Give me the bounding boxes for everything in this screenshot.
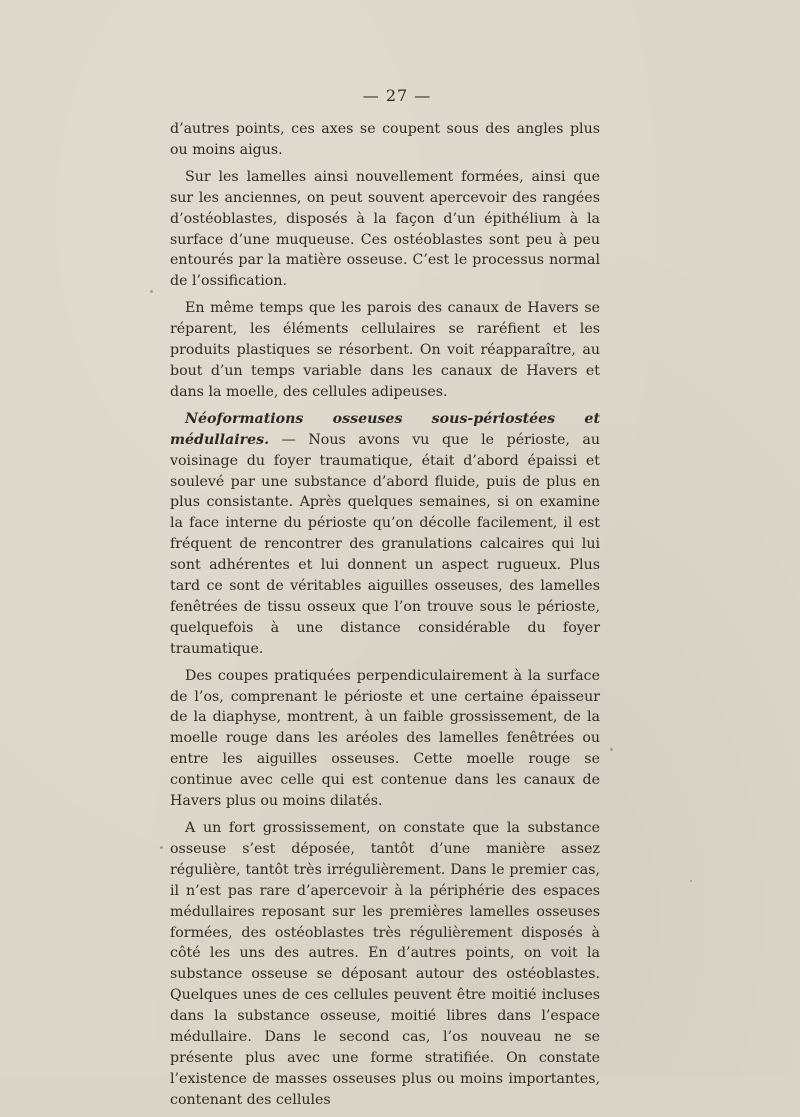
paper-speck: [690, 880, 692, 882]
paragraph-text: En même temps que les parois des canaux de Havers se réparent, les éléments cellulaires se raréfient et les produits plastiques se résorbent. On voit réapparaître, au bout d’un temps variable dans les canaux de Havers et dans la moelle, des cellules adipeuses.: [170, 300, 600, 400]
paper-speck: [160, 846, 163, 849]
paragraph-text: Des coupes pratiquées perpendiculairement à la surface de l’os, comprenant le périoste et une certaine épaisseur de la diaphyse, montrent, à un faible grossissement, de la moelle rouge dans les aréoles des lamelles fenêtrées ou entre les aiguilles osseuses. Cette moelle rouge se continue avec celle qui est contenue dans les canaux de Havers plus ou moins dilatés.: [170, 667, 600, 810]
paragraph-2: [170, 167, 600, 292]
paragraph-6: [170, 818, 600, 1111]
paragraph-text: — Nous avons vu que le périoste, au voisinage du foyer traumatique, était d’abord épaissi et soulevé par une substance d’abord fluide, puis de plus en plus consistante. Après quelques semaines, si on examine la face interne du périoste qu’on décolle facilement, il est fréquent de rencontrer des granulations calcaires qui lui sont adhérentes et lui donnent un aspect rugueux. Plus tard ce sont de véritables aiguilles osseuses, des lamelles fenêtrées de tissu osseux que l’on trouve sous le périoste, quelquefois à une distance considérable du foyer traumatique.: [170, 431, 600, 657]
book-page: [170, 86, 600, 1117]
paragraph-text: A un fort grossissement, on constate que la substance osseuse s’est déposée, tantôt d’une manière assez régulière, tantôt très irrégulièrement. Dans le premier cas, il n’est pas rare d’apercevoir à la périphérie des espaces médullaires reposant sur les premières lamelles osseuses formées, des ostéoblastes très régulièrement disposés à côté les uns des autres. En d’autres points, on voit la substance osseuse se déposant autour des ostéoblastes. Quelques unes de ces cellules peuvent être moitié incluses dans la substance osseuse, moitié libres dans l’espace médullaire. Dans le second cas, l’os nouveau ne se présente plus avec une forme stratifiée. On constate l’existence de masses osseuses plus ou moins importantes, contenant des cellules: [170, 820, 600, 1108]
paragraph-text: Sur les lamelles ainsi nouvellement formées, ainsi que sur les anciennes, on peut souvent apercevoir des rangées d’ostéoblastes, disposés à la façon d’un épithélium à la surface d’une muqueuse. Ces ostéoblastes sont peu à peu entourés par la matière osseuse. C’est le processus normal de l’ossification.: [170, 168, 600, 290]
paper-speck: [610, 748, 613, 751]
paragraph-text: d’autres points, ces axes se coupent sous des angles plus ou moins aigus.: [170, 121, 600, 158]
paper-speck: [150, 290, 153, 293]
paragraph-5: [170, 666, 600, 812]
section-heading: Néoformations osseuses sous-périostées et médullaires.: [170, 410, 600, 448]
paragraph-4: [170, 409, 600, 660]
page-number: — 27 —: [362, 86, 432, 105]
paragraph-3: [170, 298, 600, 403]
paragraph-1: [170, 119, 600, 161]
